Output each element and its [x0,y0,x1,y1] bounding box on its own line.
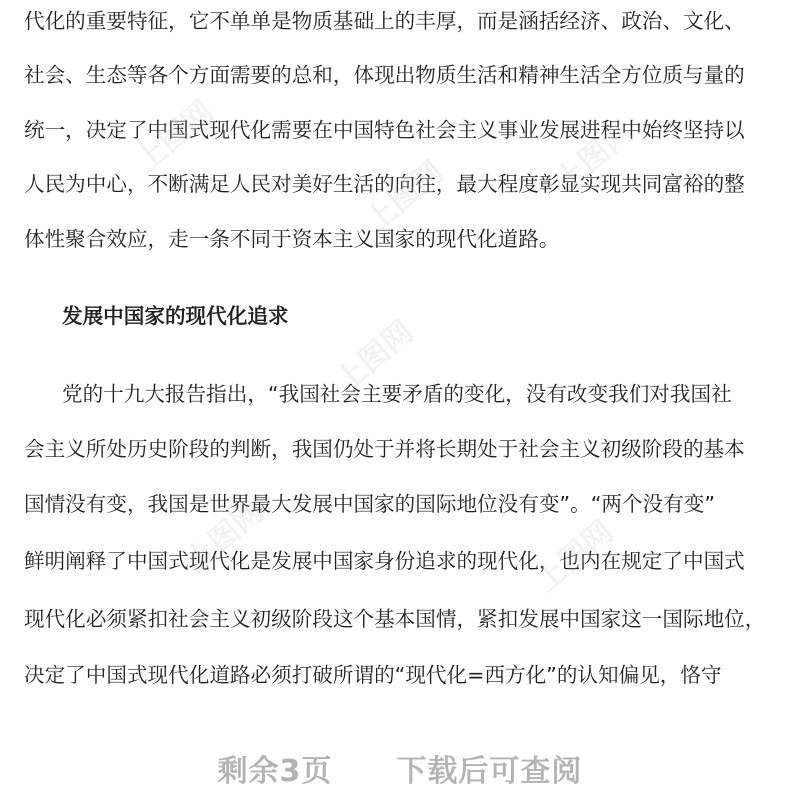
section-heading: 发展中国家的现代化追求 [62,304,289,328]
paragraph-line: 党的十九大报告指出，“我国社会主要矛盾的变化，没有改变我们对我国社 [62,382,732,406]
watermark: 上图网 [128,94,221,179]
watermark: 上图网 [528,514,621,599]
paragraph-line: 鲜明阐释了中国式现代化是发展中国家身份追求的现代化，也内在规定了中国式 [24,549,745,573]
paragraph-line: 决定了中国式现代化道路必须打破所谓的“现代化=西方化”的认知偏见，恪守 [24,663,722,687]
paragraph-line: 代化的重要特征，它不单单是物质基础上的丰厚，而是涵括经济、政治、文化、 [24,9,745,33]
watermark: 上图网 [328,314,421,399]
download-prompt-banner[interactable] [0,740,800,796]
paragraph-line: 统一，决定了中国式现代化需要在中国特色社会主义事业发展进程中始终坚持以 [24,118,745,142]
paragraph-line: 社会、生态等各个方面需要的总和，体现出物质生活和精神生活全方位质与量的 [24,63,745,87]
remaining-pages-label: 剩余3页 [217,754,333,789]
download-to-view-label: 下载后可查阅 [396,754,583,789]
paragraph-line: 现代化必须紧扣社会主义初级阶段这个基本国情，紧扣发展中国家这一国际地位， [24,607,766,631]
paragraph-line: 会主义所处历史阶段的判断，我国仍处于并将长期处于社会主义初级阶段的基本 [24,437,745,461]
paragraph-line: 人民为中心，不断满足人民对美好生活的向往，最大程度彰显实现共同富裕的整 [24,172,745,196]
paragraph-line: 体性聚合效应，走一条不同于资本主义国家的现代化道路。 [24,227,560,251]
watermark: 上图网 [548,114,641,199]
watermark: 上图网 [358,154,451,239]
watermark: 上图网 [178,494,271,579]
paragraph-line: 国情没有变，我国是世界最大发展中国家的国际地位没有变”。“两个没有变” [24,492,716,516]
